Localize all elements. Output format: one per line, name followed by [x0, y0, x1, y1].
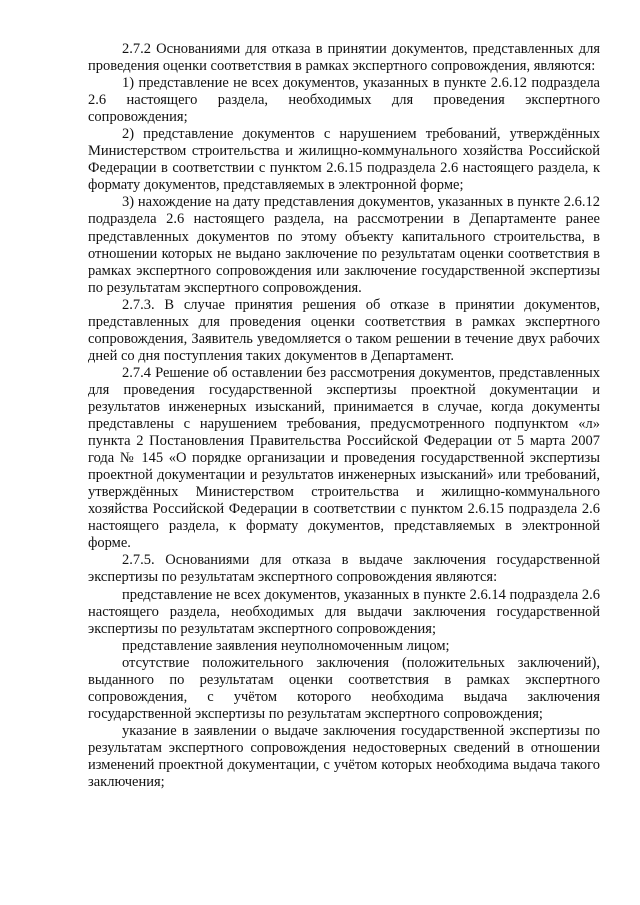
paragraph-item-3: 3) нахождение на дату представления документов, указанных в пункте 2.6.12 подраздела 2.6 настоящего раздела, на рассмотрении в Департаменте ранее представленных документов по этому объекту капитального строительства, в отношении которых не выдано заключение по результатам оценки соответствия в рамках экспертного сопровождения или заключение государственной экспертизы по результатам экспертного сопровождения. — [88, 194, 600, 296]
paragraph-reason-2: представление заявления неуполномоченным лицом; — [122, 637, 450, 654]
paragraph-2-7-4: 2.7.4 Решение об оставлении без рассмотрения документов, представленных для проведения государственной экспертизы проектной документации и результатов инженерных изысканий, принимается в случае, когда документы представлены с нарушением требования, предусмотренного подпунктом «л» пункта 2 Постановления Правительства Российской Федерации от 5 марта 2007 года № 145 «О порядке организации и проведения государственной экспертизы проектной документации и результатов инженерных изысканий» или требований, утверждённых Министерством строительства и жилищно-коммунального хозяйства Российской Федерации в соответствии с пунктом 2.6.15 подраздела 2.6 настоящего раздела, к формату документов, представляемых в электронной форме. — [88, 364, 600, 552]
document-body — [88, 41, 600, 791]
paragraph-reason-1: представление не всех документов, указанных в пункте 2.6.14 подраздела 2.6 настоящего раздела, необходимых для выдачи заключения государственной экспертизы по результатам экспертного сопровождения; — [88, 586, 600, 637]
paragraph-reason-3: отсутствие положительного заключения (положительных заключений), выданного по результатам оценки соответствия в рамках экспертного сопровождения, с учётом которого необходима выдача заключения государственной экспертизы по результатам экспертного сопровождения; — [88, 654, 600, 722]
paragraph-2-7-5: 2.7.5. Основаниями для отказа в выдаче заключения государственной экспертизы по результатам экспертного сопровождения являются: — [88, 552, 600, 586]
paragraph-item-2: 2) представление документов с нарушением требований, утверждённых Министерством строительства и жилищно-коммунального хозяйства Российской Федерации в соответствии с пунктом 2.6.15 подраздела 2.6 настоящего раздела, к формату документов, представляемых в электронной форме; — [88, 126, 600, 194]
paragraph-reason-4: указание в заявлении о выдаче заключения государственной экспертизы по результатам экспертного сопровождения недостоверных сведений в отношении изменений проектной документации, с учётом которых необходима выдача такого заключения; — [88, 722, 600, 791]
paragraph-2-7-3: 2.7.3. В случае принятия решения об отказе в принятии документов, представленных для проведения оценки соответствия в рамках экспертного сопровождения, Заявитель уведомляется о таком решении в течение двух рабочих дней со дня поступления таких документов в Департамент. — [88, 296, 600, 364]
paragraph-2-7-2: 2.7.2 Основаниями для отказа в принятии документов, представленных для проведения оценки соответствия в рамках экспертного сопровождения, являются: — [88, 41, 600, 75]
paragraph-item-1: 1) представление не всех документов, указанных в пункте 2.6.12 подраздела 2.6 настоящего раздела, необходимых для проведения экспертного сопровождения; — [88, 75, 600, 126]
